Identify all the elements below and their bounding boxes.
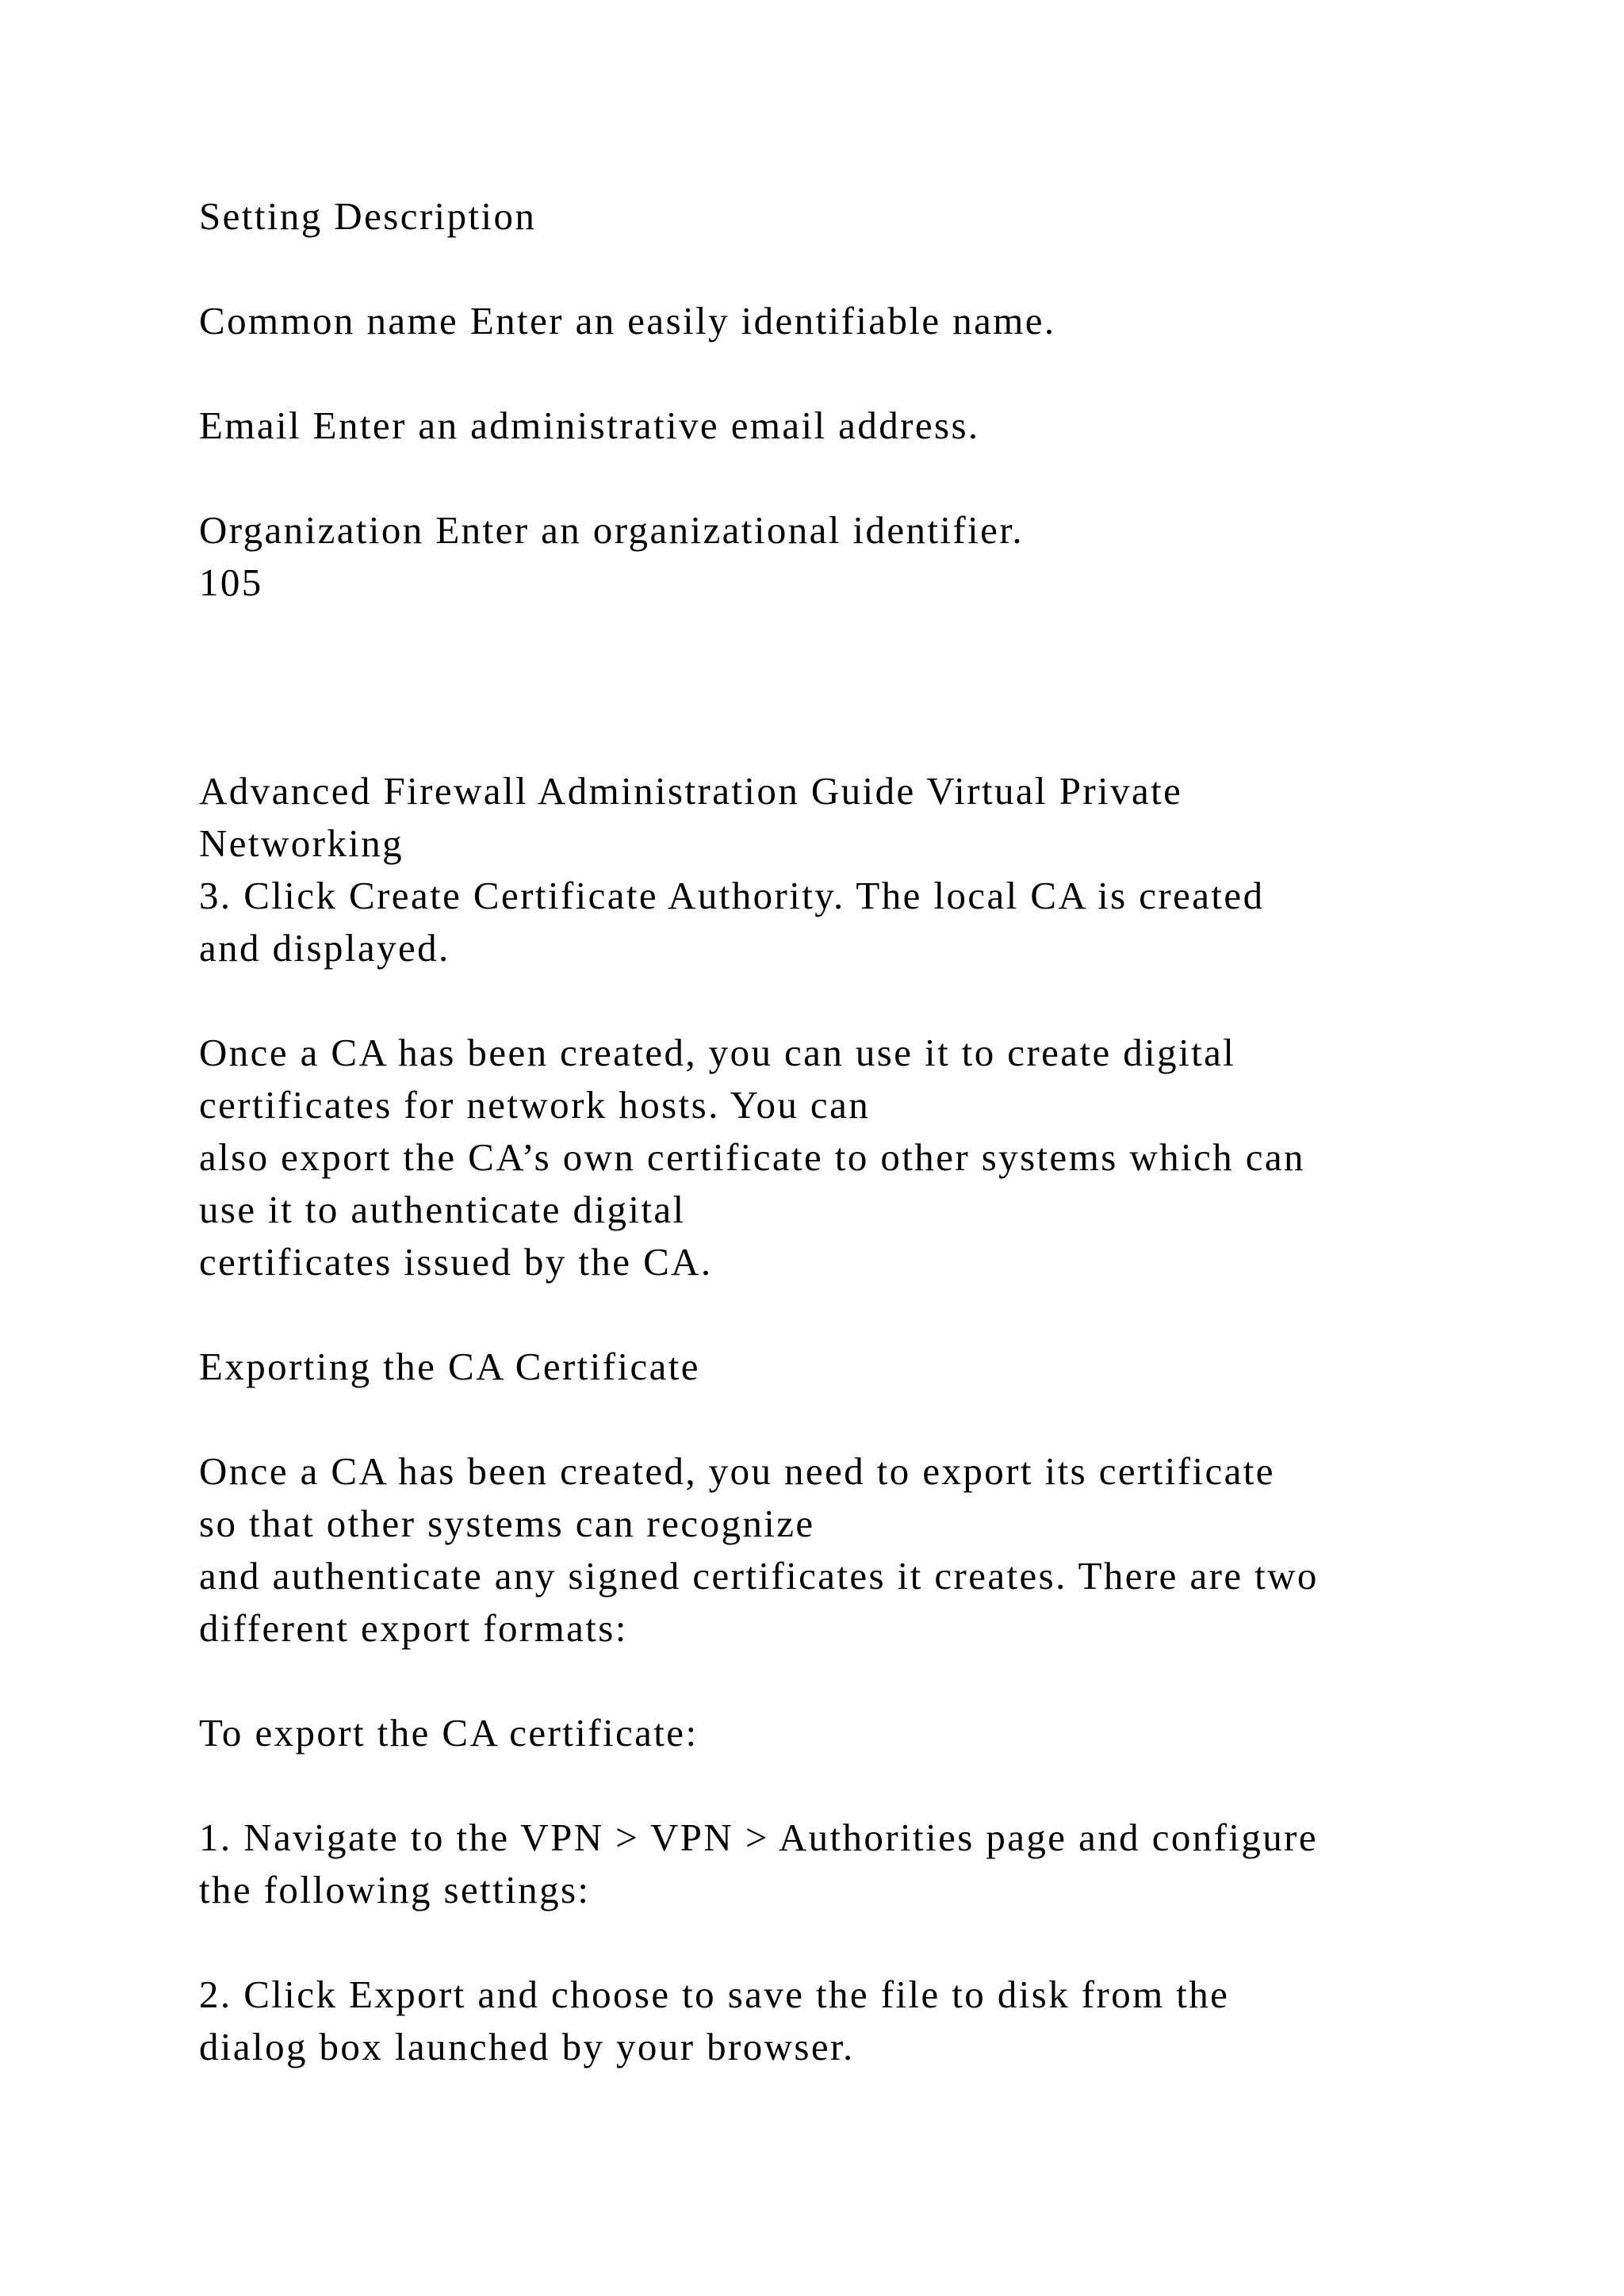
text-line: 2. Click Export and choose to save the file to disk from the [199,1973,1230,2016]
section-heading: Exporting the CA Certificate [199,1345,700,1388]
text-line: different export formats: [199,1606,628,1650]
text-line: Once a CA has been created, you can use it to create digital [199,1031,1236,1074]
text-line: 1. Navigate to the VPN > VPN > Authorities page and configure [199,1816,1319,1859]
text-line: Networking [199,821,404,865]
text-line: and authenticate any signed certificates it creates. There are two [199,1554,1319,1598]
text-line: Common name Enter an easily identifiable name. [199,299,1056,342]
text-line: certificates issued by the CA. [199,1240,713,1284]
text-line: Email Enter an administrative email address. [199,404,980,447]
page-number: 105 [199,561,263,604]
text-line: the following settings: [199,1868,591,1911]
text-line: so that other systems can recognize [199,1502,815,1545]
text-line: Advanced Firewall Administration Guide Virtual Private [199,769,1183,813]
text-line: 3. Click Create Certificate Authority. The local CA is created [199,874,1265,917]
text-line: Organization Enter an organizational identifier. [199,508,1024,552]
text-line: Setting Description [199,194,537,238]
text-line: also export the CA’s own certificate to other systems which can [199,1135,1305,1179]
text-line: and displayed. [199,926,450,970]
text-line: use it to authenticate digital [199,1188,686,1231]
text-line: To export the CA certificate: [199,1711,699,1755]
text-line: Once a CA has been created, you need to export its certificate [199,1449,1275,1493]
text-line: certificates for network hosts. You can [199,1083,871,1127]
text-line: dialog box launched by your browser. [199,2025,855,2068]
